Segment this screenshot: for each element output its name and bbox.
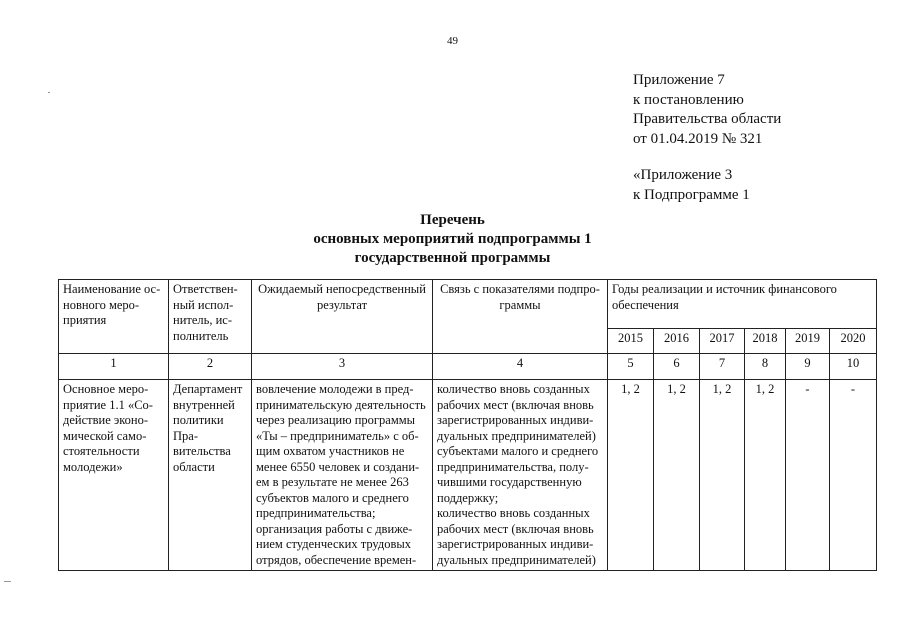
document-title [0,211,905,268]
header-executor: Ответствен- ный испол- нитель, ис- полнитель [169,280,252,354]
year-value-cell: 1, 2 [745,380,786,571]
column-number: 1 [59,354,169,380]
page-number: 49 [447,35,458,47]
scan-mark [48,92,50,93]
title-line: государственной программы [354,250,551,266]
appendix-line: Приложение 7 [633,72,725,88]
title-line: Перечень [420,212,485,228]
activity-name-cell: Основное меро- приятие 1.1 «Со- действие эконо- мической само- стоятельности молодежи» [59,380,169,571]
column-number: 10 [830,354,877,380]
header-year: 2017 [700,329,745,354]
appendix-line: от 01.04.2019 № 321 [633,130,763,147]
header-year: 2020 [830,329,877,354]
activities-table [58,279,877,571]
column-number: 3 [252,354,433,380]
header-activity-name: Наименование ос- новного меро- приятия [59,280,169,354]
appendix-line: к постановлению [633,91,744,108]
header-year: 2018 [745,329,786,354]
year-value-cell: - [830,380,877,571]
table-row [59,380,877,571]
column-number: 5 [608,354,654,380]
column-number: 6 [654,354,700,380]
appendix-note [633,71,781,205]
column-number: 7 [700,354,745,380]
year-value-cell: 1, 2 [608,380,654,571]
header-indicator-link: Связь с показателями подпро- граммы [433,280,608,354]
title-line: основных мероприятий подпрограммы 1 [313,231,592,247]
executor-cell: Департамент внутренней политики Пра- вительства области [169,380,252,571]
year-value-cell: - [786,380,830,571]
appendix-line: Правительства области [633,111,782,127]
appendix-line: «Приложение 3 [633,167,733,183]
column-number: 4 [433,354,608,380]
column-number: 9 [786,354,830,380]
expected-result-cell: вовлечение молодежи в пред- принимательскую деятельность через реализацию программы «Ты – предприниматель» с об- щим охватом участников не менее 6550 человек и создани- ем в результате не менее 263 субъектов малого и среднего предпринимательства; организация работы с движе- нием студенческих трудовых отрядов, обеспечение времен- [252,380,433,571]
scan-mark [4,581,11,582]
header-year: 2015 [608,329,654,354]
indicator-link-cell: количество вновь созданных рабочих мест (включая вновь зарегистрированных индиви- дуальных предпринимателей) субъектами малого и среднего предпринимательства, полу- чившими государственную поддержку; количество вновь созданных рабочих мест (включая вновь зарегистрированных индиви- дуальных предпринимателей) [433,380,608,571]
column-number: 8 [745,354,786,380]
header-year: 2016 [654,329,700,354]
year-value-cell: 1, 2 [654,380,700,571]
header-year: 2019 [786,329,830,354]
header-financing: Годы реализации и источник финансового обеспечения [608,280,877,329]
column-number: 2 [169,354,252,380]
year-value-cell: 1, 2 [700,380,745,571]
appendix-line: к Подпрограмме 1 [633,186,750,203]
header-expected-result: Ожидаемый непосредственный результат [252,280,433,354]
